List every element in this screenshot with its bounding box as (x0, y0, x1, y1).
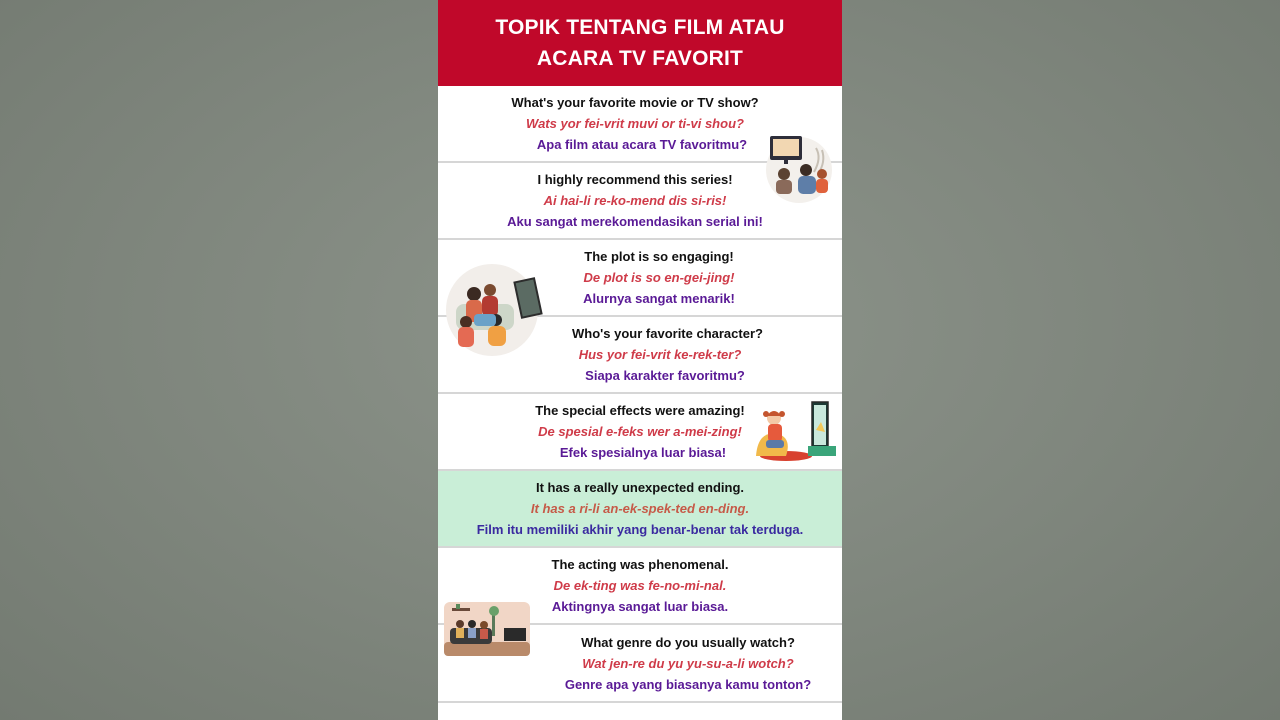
phrase-english: The special effects were amazing! (535, 403, 745, 418)
phrase-english: I highly recommend this series! (537, 172, 733, 187)
phrase-row-highlighted (438, 471, 842, 548)
family-watching-tv-illustration (764, 132, 834, 204)
phrase-pronunciation: De plot is so en-gei-jing! (583, 270, 735, 285)
phrase-english: What's your favorite movie or TV show? (511, 95, 759, 110)
phrase-indonesian: Alurnya sangat menarik! (583, 291, 735, 306)
phrase-pronunciation: It has a ri-li an-ek-spek-ted en-ding. (530, 501, 750, 516)
phrase-english: It has a really unexpected ending. (535, 480, 745, 495)
phrase-english: The plot is so engaging! (584, 249, 734, 264)
living-room-illustration (444, 602, 530, 656)
phrase-pronunciation: Wat jen-re du yu yu-su-a-li wotch? (582, 655, 794, 671)
phrase-indonesian: Efek spesialnya luar biasa! (559, 445, 727, 460)
phrase-indonesian: Genre apa yang biasanya kamu tonton? (564, 676, 812, 692)
phrase-card (438, 0, 842, 720)
phrase-pronunciation: De ek-ting was fe-no-mi-nal. (553, 578, 727, 593)
phrase-english: What genre do you usually watch? (581, 634, 795, 650)
title-line-2: ACARA TV FAVORIT (536, 47, 744, 70)
phrase-pronunciation: Ai hai-li re-ko-mend dis si-ris! (543, 193, 727, 208)
child-watching-tv-illustration (754, 400, 838, 462)
phrase-pronunciation: Hus yor fei-vrit ke-rek-ter? (578, 347, 742, 362)
phrase-pronunciation: Wats yor fei-vrit muvi or ti-vi shou? (526, 116, 744, 131)
phrase-indonesian: Film itu memiliki akhir yang benar-benar tak terduga. (476, 522, 804, 537)
title-banner (438, 0, 842, 86)
phrase-indonesian: Apa film atau acara TV favoritmu? (536, 137, 748, 152)
phrase-indonesian: Aku sangat merekomendasikan serial ini! (507, 214, 763, 229)
phrase-english: Who's your favorite character? (572, 326, 763, 341)
phrase-indonesian: Siapa karakter favoritmu? (585, 368, 745, 383)
phrase-indonesian: Aktingnya sangat luar biasa. (551, 599, 729, 614)
phrase-pronunciation: De spesial e-feks wer a-mei-zing! (538, 424, 742, 439)
title-line-1: TOPIK TENTANG FILM ATAU (495, 16, 785, 39)
phrase-english: The acting was phenomenal. (551, 557, 729, 572)
group-on-sofa-illustration (444, 260, 544, 358)
